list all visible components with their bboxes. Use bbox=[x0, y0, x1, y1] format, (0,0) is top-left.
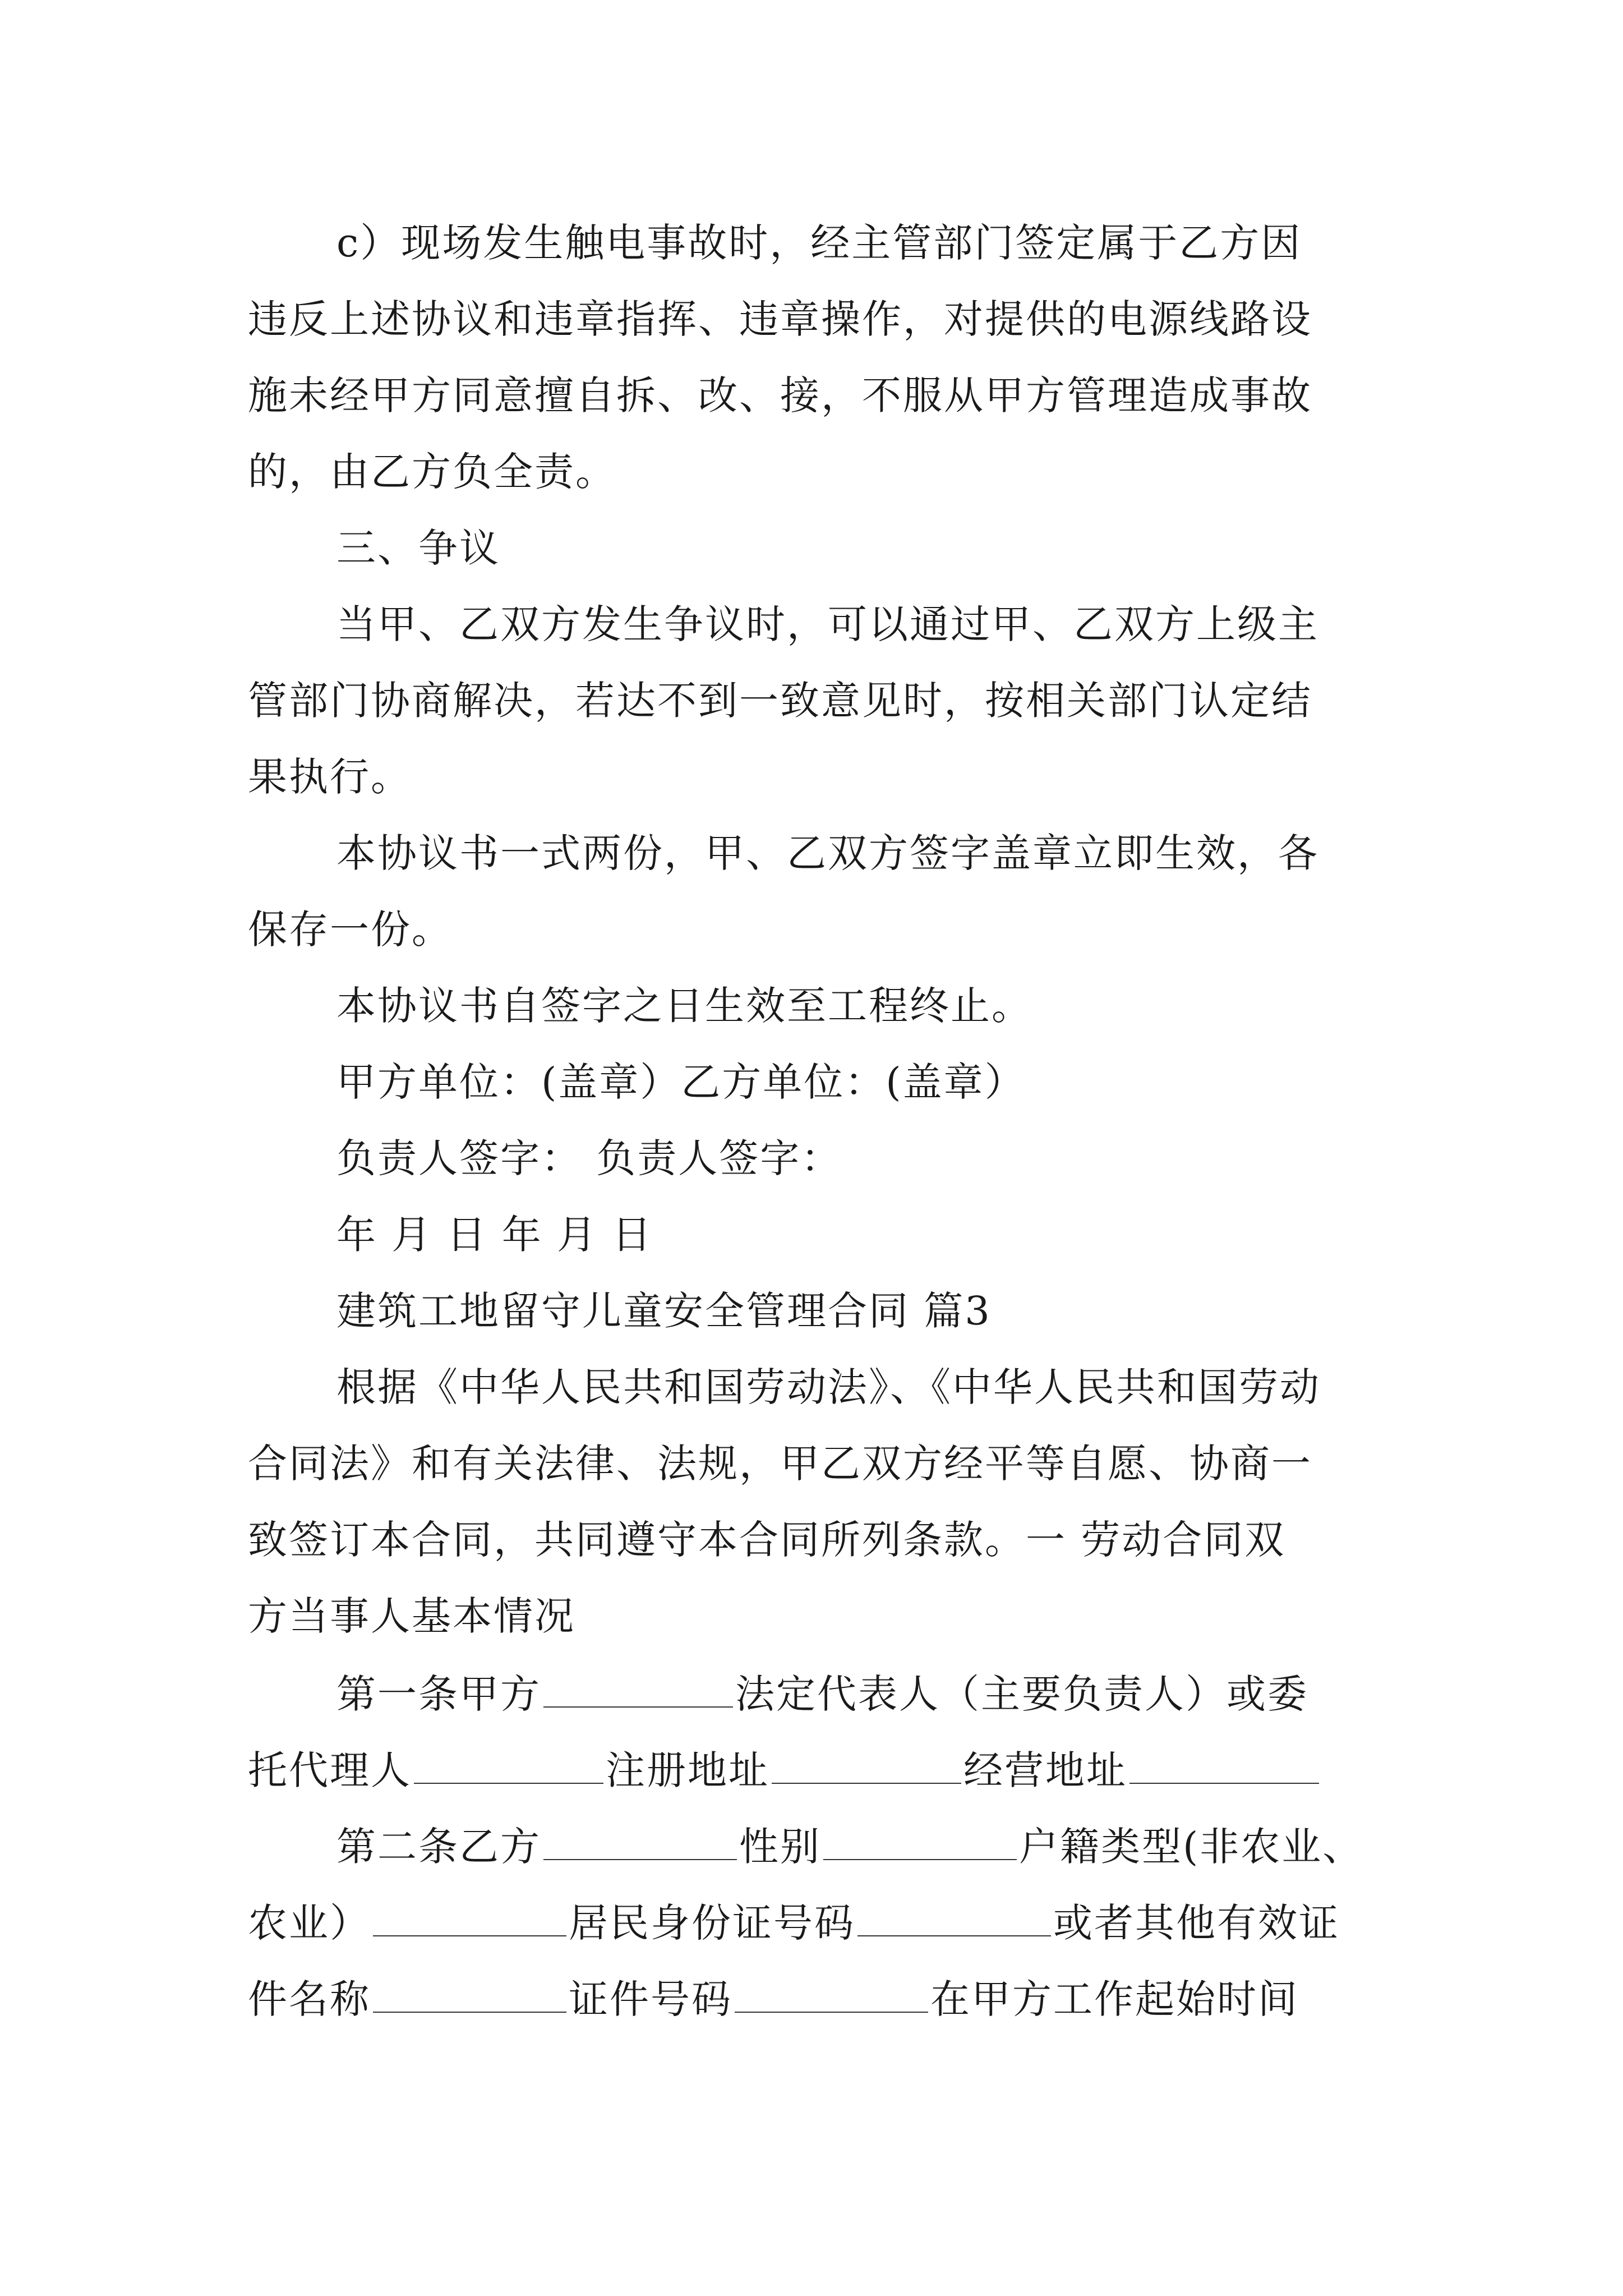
fill-in-blank[interactable] bbox=[1129, 1749, 1319, 1784]
text-segment: 农业） bbox=[248, 1900, 371, 1946]
article-1-line-1 bbox=[336, 1671, 1308, 1717]
text-segment: 在甲方工作起始时间 bbox=[930, 1976, 1299, 2022]
text-segment: 户籍类型(非农业、 bbox=[1019, 1824, 1364, 1870]
fill-in-blank[interactable] bbox=[414, 1749, 603, 1784]
text-line: 本协议书自签字之日生效至工程终止。 bbox=[336, 983, 1032, 1029]
text-segment: 第二条乙方 bbox=[336, 1824, 541, 1870]
text-segment: 托代理人 bbox=[248, 1747, 412, 1793]
fill-in-blank[interactable] bbox=[543, 1673, 733, 1708]
article-2-line-3 bbox=[248, 1976, 1299, 2022]
text-line: 根据《中华人民共和国劳动法》、《中华人民共和国劳动 bbox=[336, 1364, 1321, 1410]
signature-units-line: 甲方单位：(盖章）乙方单位：(盖章） bbox=[336, 1059, 1026, 1105]
text-line: 施未经甲方同意擅自拆、改、接，不服从甲方管理造成事故 bbox=[248, 372, 1312, 418]
fill-in-blank[interactable] bbox=[373, 1978, 566, 2013]
text-segment: 居民身份证号码 bbox=[569, 1900, 855, 1946]
text-line: 保存一份。 bbox=[248, 907, 453, 953]
section-heading: 三、争议 bbox=[336, 525, 500, 571]
text-line: 违反上述协议和违章指挥、违章操作，对提供的电源线路设 bbox=[248, 296, 1312, 342]
text-line: 合同法》和有关法律、法规，甲乙双方经平等自愿、协商一 bbox=[248, 1441, 1312, 1487]
text-line: 果执行。 bbox=[248, 754, 412, 800]
text-line: 本协议书一式两份，甲、乙双方签字盖章立即生效，各 bbox=[336, 830, 1319, 876]
document-section-title: 建筑工地留守儿童安全管理合同 篇3 bbox=[336, 1288, 992, 1334]
date-line: 年 月 日 年 月 日 bbox=[336, 1212, 653, 1258]
fill-in-blank[interactable] bbox=[543, 1825, 737, 1860]
fill-in-blank[interactable] bbox=[373, 1902, 566, 1936]
fill-in-blank[interactable] bbox=[772, 1749, 961, 1784]
text-segment: 第一条甲方 bbox=[336, 1671, 541, 1717]
fill-in-blank[interactable] bbox=[823, 1825, 1017, 1860]
text-line: c）现场发生触电事故时，经主管部门签定属于乙方因 bbox=[336, 220, 1302, 266]
signature-line: 负责人签字： 负责人签字： bbox=[336, 1135, 842, 1181]
text-segment: 经营地址 bbox=[963, 1747, 1127, 1793]
text-segment: 证件号码 bbox=[569, 1976, 732, 2022]
text-line: 管部门协商解决，若达不到一致意见时，按相关部门认定结 bbox=[248, 678, 1312, 724]
text-line: 方当事人基本情况 bbox=[248, 1593, 575, 1639]
fill-in-blank[interactable] bbox=[857, 1902, 1051, 1936]
text-segment: 或者其他有效证 bbox=[1053, 1900, 1340, 1946]
text-line: 当甲、乙双方发生争议时，可以通过甲、乙双方上级主 bbox=[336, 601, 1319, 647]
text-line: 致签订本合同，共同遵守本合同所列条款。一 劳动合同双 bbox=[248, 1517, 1286, 1563]
article-1-line-2 bbox=[248, 1747, 1321, 1793]
text-segment: 性别 bbox=[739, 1824, 821, 1870]
article-2-line-2 bbox=[248, 1900, 1340, 1946]
text-segment: 法定代表人（主要负责人）或委 bbox=[735, 1671, 1308, 1717]
text-line: 的，由乙方负全责。 bbox=[248, 449, 616, 495]
text-segment: 件名称 bbox=[248, 1976, 371, 2022]
fill-in-blank[interactable] bbox=[735, 1978, 928, 2013]
text-segment: 注册地址 bbox=[606, 1747, 769, 1793]
article-2-line-1 bbox=[336, 1824, 1364, 1870]
